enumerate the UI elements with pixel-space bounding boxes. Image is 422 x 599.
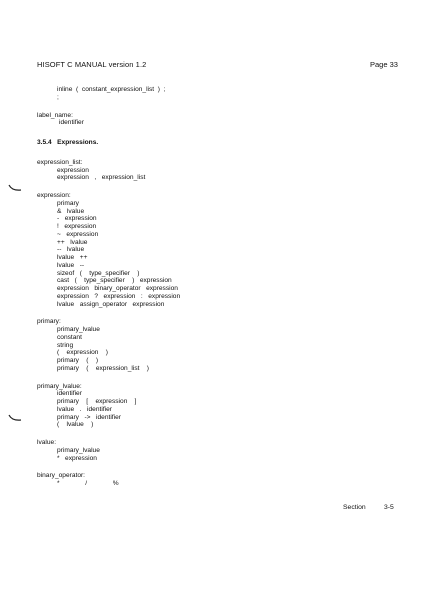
grammar-production: - expression: [57, 215, 97, 223]
grammar-production: lvalue assign_operator expression: [57, 300, 165, 308]
grammar-production: lvalue . identifier: [57, 405, 112, 413]
grammar-production: * / %: [57, 480, 119, 487]
header-page-number: Page 33: [370, 60, 398, 69]
line-gap: [37, 102, 397, 112]
grammar-production: identifier: [57, 390, 82, 398]
line-gap: [37, 182, 397, 192]
footer-section-number: 3-5: [384, 504, 394, 511]
grammar-production: cast ( type_specifier ) expression: [57, 277, 172, 285]
grammar-production: ( expression ): [57, 349, 108, 357]
grammar-production: primary_lvalue: [57, 446, 100, 454]
header-manual-title: HISOFT C MANUAL version 1.2: [37, 60, 147, 69]
grammar-production: -- lvalue: [57, 246, 85, 254]
grammar-rule-name: binary_operator:: [37, 472, 86, 480]
section-heading: 3.5.4 Expressions.: [37, 139, 99, 146]
grammar-production: primary -> identifier: [57, 413, 121, 421]
margin-mark: [8, 184, 22, 192]
grammar-production: & lvalue: [57, 207, 85, 215]
margin-mark: [8, 414, 22, 422]
line-gap: [37, 373, 397, 383]
grammar-production: ;: [57, 93, 59, 101]
grammar-production: inline ( constant_expression_list ) ;: [57, 86, 166, 93]
grammar-production: constant: [57, 333, 82, 341]
grammar-production: ( lvalue ): [57, 421, 94, 429]
grammar-production: expression binary_operator expression: [57, 285, 178, 292]
line-gap: [37, 308, 397, 318]
grammar-production: lvalue ++: [57, 254, 88, 261]
line-gap: [37, 462, 397, 472]
grammar-production: expression: [57, 166, 89, 174]
grammar-production: primary: [57, 199, 79, 207]
grammar-production: primary_lvalue: [57, 326, 100, 333]
grammar-listing: [37, 86, 397, 488]
line-gap: [37, 147, 397, 159]
grammar-production: primary ( expression_list ): [57, 364, 149, 372]
grammar-production: ~ expression: [57, 230, 99, 238]
line-gap: [37, 429, 397, 439]
grammar-production: lvalue --: [57, 261, 85, 269]
grammar-production: sizeof ( type_specifier ): [57, 269, 140, 277]
grammar-production: ! expression: [57, 223, 97, 230]
grammar-production: expression ? expression : expression: [57, 292, 181, 300]
grammar-rule-name: lvalue:: [37, 439, 57, 446]
grammar-production: expression , expression_list: [57, 174, 146, 182]
footer-section-label: Section: [343, 504, 366, 511]
grammar-rule-name: primary:: [37, 318, 61, 326]
grammar-production: ++ lvalue: [57, 238, 88, 246]
grammar-production: * expression: [57, 454, 97, 462]
grammar-production: primary ( ): [57, 357, 99, 364]
line-gap: [37, 127, 397, 139]
grammar-rule-name: primary_lvalue:: [37, 382, 82, 390]
grammar-rule-name: expression:: [37, 192, 71, 199]
grammar-production: string: [57, 341, 74, 349]
grammar-rule-name: label_name:: [37, 111, 73, 119]
grammar-rule-name: expression_list:: [37, 158, 83, 166]
grammar-production: primary [ expression ]: [57, 398, 137, 405]
grammar-production: identifier: [59, 119, 84, 127]
